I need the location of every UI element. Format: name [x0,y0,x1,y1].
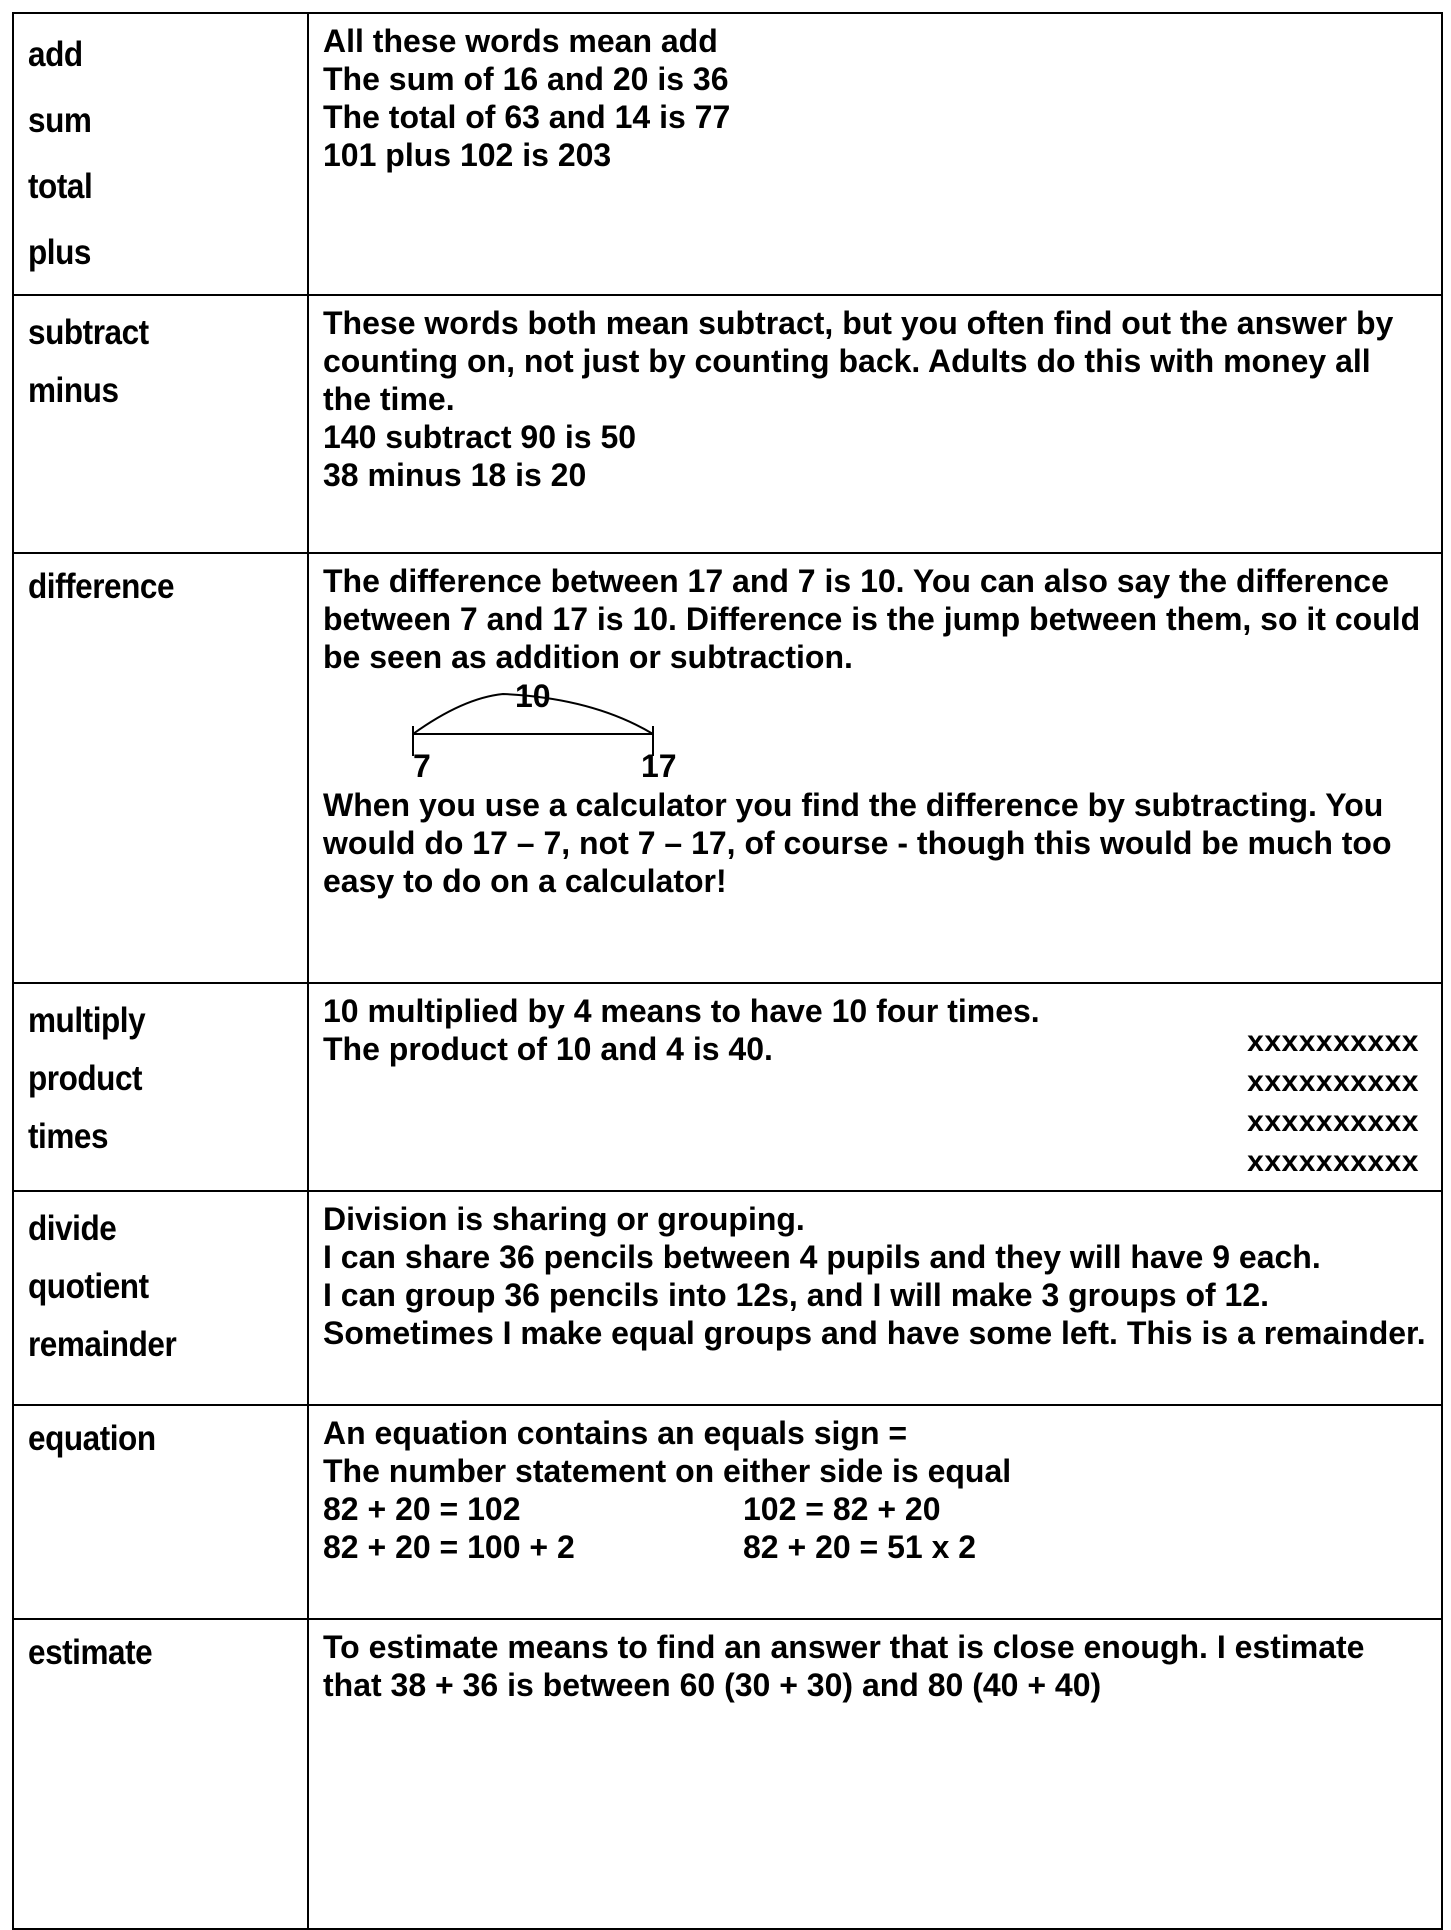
equation: 82 + 20 = 102 [323,1491,521,1527]
term: divide [28,1209,117,1248]
definition-cell [308,1191,1442,1405]
term: sum [28,101,92,140]
definition-line: All these words mean add [323,23,718,59]
term: remainder [28,1325,177,1364]
cross-row: xxxxxxxxxx [1247,1065,1419,1098]
definition-line: Sometimes I make equal groups and have some left. This is a remainder. [323,1315,1426,1351]
term-list [28,1628,293,1678]
definition-text [323,992,1040,1182]
term: subtract [28,313,149,352]
cross-row: xxxxxxxxxx [1247,1025,1419,1058]
definition-line: 10 multiplied by 4 means to have 10 four times. [323,993,1040,1029]
cross-row: xxxxxxxxxx [1247,1105,1419,1138]
term: multiply [28,1001,146,1040]
table-row-add [13,13,1442,295]
definition-cell [308,13,1442,295]
equation-row [323,1528,1427,1566]
definition-line: 140 subtract 90 is 50 [323,419,637,455]
term-list [28,304,293,420]
term: plus [28,233,91,272]
term: minus [28,371,119,410]
term: times [28,1117,109,1156]
term-list [28,1414,293,1464]
term-cell [13,13,308,295]
definition-line: The sum of 16 and 20 is 36 [323,61,729,97]
definition-line: The product of 10 and 4 is 40. [323,1031,773,1067]
definition-line: The total of 63 and 14 is 77 [323,99,731,135]
term: quotient [28,1267,149,1306]
equation: 82 + 20 = 100 + 2 [323,1529,575,1565]
term-cell [13,1191,308,1405]
term: difference [28,567,175,606]
definition-line: I can group 36 pencils into 12s, and I will make 3 groups of 12. [323,1277,1270,1313]
definition-line: I can share 36 pencils between 4 pupils and they will have 9 each. [323,1239,1321,1275]
end-label: 17 [641,748,677,784]
table-row-estimate [13,1619,1442,1929]
equation: 82 + 20 = 51 x 2 [743,1529,977,1565]
table-row-multiply [13,983,1442,1191]
definition [323,1200,1427,1352]
definition-line: The number statement on either side is equal [323,1453,1012,1489]
term-cell [13,983,308,1191]
definition-cell [308,1405,1442,1619]
term: product [28,1059,143,1098]
term-list [28,992,293,1166]
array-of-crosses [1247,992,1427,1182]
term: estimate [28,1633,153,1672]
definition [323,304,1427,494]
start-label: 7 [413,748,431,784]
definition-line: Division is sharing or grouping. [323,1201,805,1237]
term-cell [13,1619,308,1929]
definition-line: The difference between 17 and 7 is 10. You can also say the difference between 7 and 17 is 10. Difference is the jump between them, so it could be seen as addition or subtraction. [323,563,1421,675]
table-row-equation [13,1405,1442,1619]
definition-line: 38 minus 18 is 20 [323,457,587,493]
jump-label: 10 [515,678,551,714]
cross-row: xxxxxxxxxx [1247,1145,1419,1178]
definition-line: When you use a calculator you find the difference by subtracting. You would do 17 – 7, not 7 – 17, of course - though this would be much too easy to do on a calculator! [323,787,1392,899]
equation-row [323,1490,1427,1528]
definition-line: To estimate means to find an answer that is close enough. I estimate that 38 + 36 is between 60 (30 + 30) and 80 (40 + 40) [323,1629,1365,1703]
definition [323,992,1427,1182]
table-row-subtract [13,295,1442,553]
definition-line: An equation contains an equals sign = [323,1415,908,1451]
term-cell [13,553,308,983]
term-cell [13,295,308,553]
definition [323,562,1427,900]
definition-cell [308,553,1442,983]
definition-cell [308,295,1442,553]
term-cell [13,1405,308,1619]
term: equation [28,1419,156,1458]
definition [323,22,1427,174]
definition-cell [308,983,1442,1191]
maths-vocabulary-table [12,12,1443,1930]
number-line-diagram [323,676,723,786]
table-row-divide [13,1191,1442,1405]
definition [323,1628,1427,1704]
definition-line: 101 plus 102 is 203 [323,137,612,173]
term-list [28,22,293,286]
term: total [28,167,93,206]
definition [323,1414,1427,1566]
definition-cell [308,1619,1442,1929]
term-list [28,1200,293,1374]
term: add [28,35,83,74]
table-row-difference [13,553,1442,983]
equation: 102 = 82 + 20 [743,1491,941,1527]
term-list [28,562,293,612]
definition-line: These words both mean subtract, but you often find out the answer by counting on, not just by counting back. Adults do this with money all the time. [323,305,1394,417]
